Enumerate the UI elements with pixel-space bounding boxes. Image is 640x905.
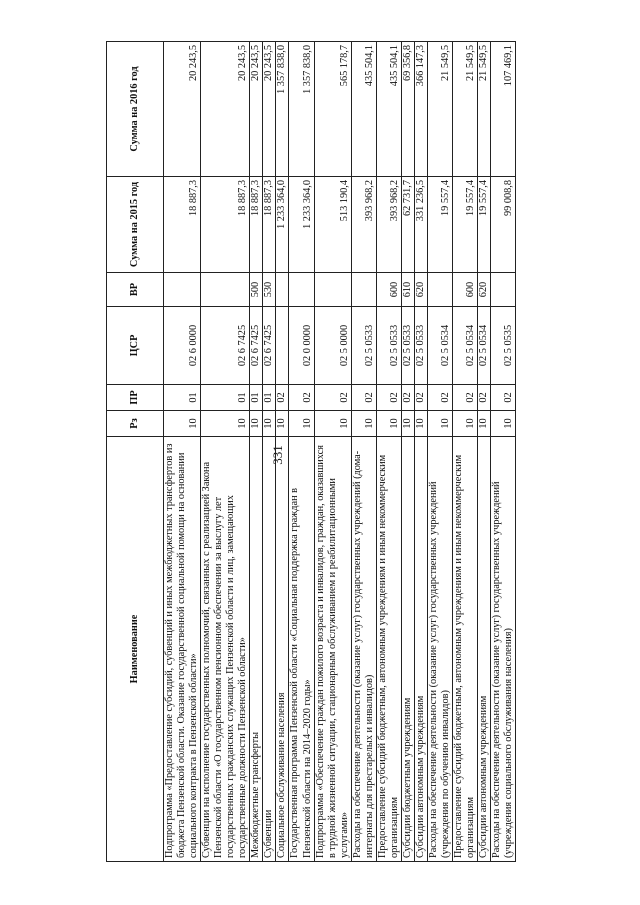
cell-rz: 10 bbox=[201, 411, 250, 437]
table-row bbox=[276, 42, 289, 862]
cell-pr: 01 bbox=[250, 385, 263, 411]
table-row bbox=[427, 42, 452, 862]
cell-name: Субсидии автономным учреждениям bbox=[478, 437, 491, 862]
header-vr: ВР bbox=[107, 273, 164, 307]
cell-name: Подпрограмма «Обеспечение граждан пожилого возраста и инвалидов, граждан, оказавшихся в трудной жизненной ситуации, стационарным обслуживанием и реабилитационными услугами» bbox=[314, 437, 351, 862]
cell-rz: 10 bbox=[164, 411, 201, 437]
header-rz: Рз bbox=[107, 411, 164, 437]
cell-sum-2015: 62 731,7 bbox=[401, 177, 414, 273]
cell-pr: 02 bbox=[414, 385, 427, 411]
cell-vr: 620 bbox=[414, 273, 427, 307]
cell-sum-2016: 20 243,5 bbox=[250, 42, 263, 177]
cell-pr: 02 bbox=[453, 385, 478, 411]
cell-name: Социальное обслуживание населения bbox=[276, 437, 289, 862]
cell-csr bbox=[276, 307, 289, 385]
cell-vr bbox=[314, 273, 351, 307]
cell-vr: 610 bbox=[401, 273, 414, 307]
cell-rz: 10 bbox=[478, 411, 491, 437]
cell-rz: 10 bbox=[314, 411, 351, 437]
cell-sum-2016: 21 549,5 bbox=[478, 42, 491, 177]
cell-sum-2016: 1 357 838,0 bbox=[276, 42, 289, 177]
cell-sum-2016: 20 243,5 bbox=[201, 42, 250, 177]
cell-vr bbox=[201, 273, 250, 307]
cell-csr: 02 5 0533 bbox=[351, 307, 376, 385]
cell-sum-2015: 331 236,5 bbox=[414, 177, 427, 273]
cell-vr: 600 bbox=[376, 273, 401, 307]
cell-sum-2015: 1 233 364,0 bbox=[276, 177, 289, 273]
cell-vr bbox=[276, 273, 289, 307]
cell-rz: 10 bbox=[376, 411, 401, 437]
cell-sum-2015: 513 190,4 bbox=[314, 177, 351, 273]
cell-rz: 10 bbox=[401, 411, 414, 437]
cell-pr: 02 bbox=[427, 385, 452, 411]
cell-rz: 10 bbox=[453, 411, 478, 437]
cell-pr: 01 bbox=[263, 385, 276, 411]
cell-rz: 10 bbox=[263, 411, 276, 437]
table-row bbox=[164, 42, 201, 862]
cell-name: Субвенции bbox=[263, 437, 276, 862]
cell-csr: 02 5 0534 bbox=[427, 307, 452, 385]
header-sum-2015: Сумма на 2015 год bbox=[107, 177, 164, 273]
cell-name: Субвенции на исполнение государственных полномочий, связанных с реализацией Закона Пензенской области «О государственном пенсионном обеспечении за выслугу лет государственных гражданских служащих Пензенской области и лиц, замещающих государственные должности Пензенской области» bbox=[201, 437, 250, 862]
cell-sum-2016: 435 504,1 bbox=[376, 42, 401, 177]
cell-vr bbox=[351, 273, 376, 307]
page-number: 331 bbox=[270, 445, 285, 465]
cell-name: Подпрограмма «Предоставление субсидий, субвенций и иных межбюджетных трансфертов из бюджета Пензенской области. Оказание государственной социальной помощи на основании социального контракта в Пензенской области» bbox=[164, 437, 201, 862]
cell-rz: 10 bbox=[276, 411, 289, 437]
cell-pr: 02 bbox=[314, 385, 351, 411]
cell-csr: 02 5 0000 bbox=[314, 307, 351, 385]
cell-vr: 500 bbox=[250, 273, 263, 307]
cell-sum-2016: 1 357 838,0 bbox=[289, 42, 314, 177]
cell-name: Государственная программа Пензенской области «Социальная поддержка граждан в Пензенской области на 2014–2020 годы» bbox=[289, 437, 314, 862]
cell-name: Субсидии бюджетным учреждениям bbox=[401, 437, 414, 862]
cell-rz: 10 bbox=[427, 411, 452, 437]
cell-sum-2015: 18 887,3 bbox=[250, 177, 263, 273]
cell-name: Межбюджетные трансферты bbox=[250, 437, 263, 862]
table-body bbox=[164, 42, 516, 862]
cell-csr: 02 5 0534 bbox=[478, 307, 491, 385]
table-row bbox=[478, 42, 491, 862]
cell-sum-2015: 19 557,4 bbox=[453, 177, 478, 273]
cell-pr: 01 bbox=[201, 385, 250, 411]
cell-sum-2015: 19 557,4 bbox=[478, 177, 491, 273]
table-row bbox=[250, 42, 263, 862]
cell-vr: 600 bbox=[453, 273, 478, 307]
cell-sum-2015: 393 968,2 bbox=[376, 177, 401, 273]
cell-sum-2015: 1 233 364,0 bbox=[289, 177, 314, 273]
cell-csr: 02 5 0533 bbox=[401, 307, 414, 385]
cell-rz: 10 bbox=[351, 411, 376, 437]
cell-pr: 02 bbox=[491, 385, 516, 411]
cell-sum-2015: 18 887,3 bbox=[201, 177, 250, 273]
cell-csr: 02 5 0534 bbox=[453, 307, 478, 385]
cell-sum-2015: 99 008,8 bbox=[491, 177, 516, 273]
cell-vr bbox=[427, 273, 452, 307]
cell-pr: 02 bbox=[478, 385, 491, 411]
table-row bbox=[314, 42, 351, 862]
table-row bbox=[289, 42, 314, 862]
cell-sum-2016: 366 147,3 bbox=[414, 42, 427, 177]
cell-csr: 02 0 0000 bbox=[289, 307, 314, 385]
cell-csr: 02 5 0533 bbox=[414, 307, 427, 385]
cell-sum-2016: 20 243,5 bbox=[263, 42, 276, 177]
cell-csr: 02 5 0535 bbox=[491, 307, 516, 385]
table-row bbox=[376, 42, 401, 862]
cell-csr: 02 6 0000 bbox=[164, 307, 201, 385]
cell-pr: 02 bbox=[376, 385, 401, 411]
cell-sum-2016: 20 243,5 bbox=[164, 42, 201, 177]
table-row bbox=[414, 42, 427, 862]
cell-vr bbox=[164, 273, 201, 307]
cell-csr: 02 6 7425 bbox=[250, 307, 263, 385]
cell-sum-2016: 565 178,7 bbox=[314, 42, 351, 177]
cell-name: Предоставление субсидий бюджетным, автономным учреждениям и иным некоммерческим организациям bbox=[376, 437, 401, 862]
table-row bbox=[491, 42, 516, 862]
table-header-row bbox=[107, 42, 164, 862]
cell-sum-2016: 21 549,5 bbox=[453, 42, 478, 177]
cell-sum-2016: 21 549,5 bbox=[427, 42, 452, 177]
cell-name: Предоставление субсидий бюджетным, автономным учреждениям и иным некоммерческим организациям bbox=[453, 437, 478, 862]
cell-sum-2015: 18 887,3 bbox=[263, 177, 276, 273]
cell-rz: 10 bbox=[491, 411, 516, 437]
cell-pr: 02 bbox=[401, 385, 414, 411]
cell-sum-2016: 107 469,1 bbox=[491, 42, 516, 177]
cell-name: Расходы на обеспечение деятельности (оказание услуг) государственных учреждений (учреждения по обучению инвалидов) bbox=[427, 437, 452, 862]
cell-sum-2015: 19 557,4 bbox=[427, 177, 452, 273]
cell-vr: 530 bbox=[263, 273, 276, 307]
cell-csr: 02 5 0533 bbox=[376, 307, 401, 385]
cell-rz: 10 bbox=[289, 411, 314, 437]
cell-vr bbox=[289, 273, 314, 307]
cell-rz: 10 bbox=[250, 411, 263, 437]
cell-vr bbox=[491, 273, 516, 307]
cell-name: Расходы на обеспечение деятельности (оказание услуг) государственных учреждений (дома-интернаты для престарелых и инвалидов) bbox=[351, 437, 376, 862]
header-csr: ЦСР bbox=[107, 307, 164, 385]
cell-pr: 02 bbox=[276, 385, 289, 411]
header-name: Наименование bbox=[107, 437, 164, 862]
table-row bbox=[453, 42, 478, 862]
cell-sum-2015: 393 968,2 bbox=[351, 177, 376, 273]
cell-pr: 02 bbox=[351, 385, 376, 411]
budget-table bbox=[106, 41, 516, 862]
cell-sum-2016: 435 504,1 bbox=[351, 42, 376, 177]
cell-name: Субсидии автономным учреждениям bbox=[414, 437, 427, 862]
cell-csr: 02 6 7425 bbox=[201, 307, 250, 385]
cell-pr: 02 bbox=[289, 385, 314, 411]
cell-name: Расходы на обеспечение деятельности (оказание услуг) государственных учреждений (учреждения социального обслуживания населения) bbox=[491, 437, 516, 862]
header-sum-2016: Сумма на 2016 год bbox=[107, 42, 164, 177]
cell-rz: 10 bbox=[414, 411, 427, 437]
cell-pr: 01 bbox=[164, 385, 201, 411]
cell-sum-2015: 18 887,3 bbox=[164, 177, 201, 273]
table-row bbox=[263, 42, 276, 862]
table-row bbox=[401, 42, 414, 862]
table-row bbox=[201, 42, 250, 862]
cell-csr: 02 6 7425 bbox=[263, 307, 276, 385]
table-row bbox=[351, 42, 376, 862]
cell-vr: 620 bbox=[478, 273, 491, 307]
header-pr: ПР bbox=[107, 385, 164, 411]
cell-sum-2016: 69 356,8 bbox=[401, 42, 414, 177]
